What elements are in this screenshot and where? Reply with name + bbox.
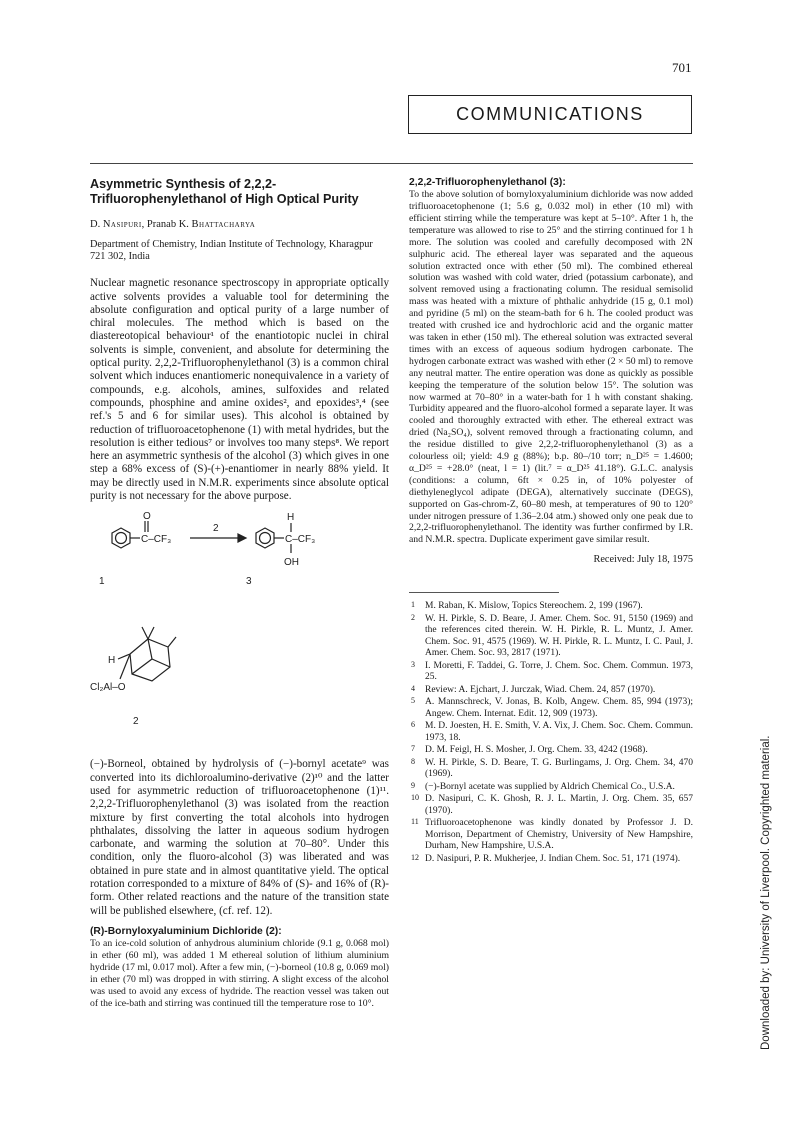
compound-label-3: 3 — [246, 576, 252, 588]
scheme-alcl2: Cl₂Al–O — [90, 682, 126, 694]
reference-number: 7 — [411, 744, 415, 754]
reference-number: 10 — [411, 793, 419, 803]
reference-item — [409, 854, 693, 866]
received-date: Received: July 18, 1975 — [593, 554, 693, 566]
reference-number: 1 — [411, 600, 415, 610]
scheme-hydrogen: H — [287, 512, 295, 524]
scheme-bornyl-h: H — [108, 655, 116, 667]
reference-item — [409, 818, 693, 853]
reference-text: W. H. Pirkle, S. D. Beare, J. Amer. Chem. Soc. 91, 5150 (1969) and the references cited therein. W. H. Pirkle, R. L. Muntz, J. Amer. Chem. Soc. 91, 4575 (1969). W. H. Pirkle, R. L. Muntz, I. C. Paul, J. Amer. Chem. Soc. 93, 2817 (1971). — [425, 613, 693, 659]
reference-text: (−)-Bornyl acetate was supplied by Aldrich Chemical Co., U.S.A. — [425, 781, 675, 792]
reference-number: 4 — [411, 683, 415, 693]
reference-text: D. M. Feigl, H. S. Mosher, J. Org. Chem. 33, 4242 (1968). — [425, 745, 648, 756]
reaction-scheme — [90, 509, 389, 754]
compound-label-2: 2 — [133, 716, 139, 728]
reference-number: 6 — [411, 720, 415, 730]
reference-item — [409, 685, 693, 697]
reference-number: 3 — [411, 659, 415, 669]
scheme-cf3-left: C–CF₃ — [141, 534, 172, 546]
procedure-text-bornyloxyaluminium: To an ice-cold solution of anhydrous aluminium chloride (9.1 g, 0.068 mol) in ether (60 ml), was added 1 M ethereal solution of lithium aluminium hydride (17 ml, 0.017 mol). After a few min, (−)-borneol (10.8 g, 0.069 mol) in ether (70 ml) was dropped in with stirring. A slight excess of the alcohol was used to avoid any excess of hydride. The reaction vessel was taken out of the ice-bath and stirring was continued till the temperature rose to 10°. — [90, 937, 389, 1009]
reaction-scheme-drawing — [90, 509, 389, 754]
aromatic-circle-right — [260, 533, 271, 544]
bornyl-bridge-a — [148, 639, 152, 659]
reference-text: M. Raban, K. Mislow, Topics Stereochem. 2, 199 (1967). — [425, 601, 643, 612]
bornyl-bridge-b — [152, 659, 170, 667]
page-number: 701 — [672, 60, 692, 75]
scheme-oxygen: O — [143, 511, 151, 523]
reference-number: 12 — [411, 852, 419, 862]
author-surname-1: Nasipuri — [102, 219, 142, 230]
reference-number: 11 — [411, 817, 419, 827]
bornyl-methyl-right — [168, 637, 176, 647]
reference-item — [409, 794, 693, 817]
reference-number: 9 — [411, 780, 415, 790]
bornyl-methyl-top-b — [148, 627, 154, 639]
reference-text: M. D. Joesten, H. E. Smith, V. A. Vix, J. Chem. Soc. Chem. Commun. 1973, 18. — [425, 721, 693, 743]
reference-text: I. Moretti, F. Taddei, G. Torre, J. Chem. Soc. Chem. Commun. 1973, 25. — [425, 660, 693, 683]
procedure-heading-bornyloxyaluminium: (R)-Bornyloxyaluminium Dichloride (2): — [90, 925, 282, 937]
right-column — [409, 177, 693, 866]
reference-text: W. H. Pirkle, S. D. Beare, T. G. Burlingams, J. Org. Chem. 34, 470 (1969). — [425, 757, 693, 780]
reference-text: D. Nasipuri, P. R. Mukherjee, J. Indian Chem. Soc. 51, 171 (1974). — [425, 853, 681, 864]
bornyl-methyl-top-a — [142, 627, 148, 639]
bornyl-bridge-c — [132, 659, 152, 674]
reference-text: D. Nasipuri, C. K. Ghosh, R. J. L. Martin, J. Org. Chem. 35, 657 (1970). — [425, 794, 693, 816]
reference-item — [409, 758, 693, 781]
reference-item — [409, 614, 693, 660]
reference-number: 8 — [411, 756, 415, 766]
reference-item — [409, 697, 693, 720]
reference-text: Review: A. Ejchart, J. Jurczak, Wiad. Chem. 24, 857 (1970). — [425, 684, 656, 695]
reference-item — [409, 661, 693, 684]
author-surname-2: Bhattacharya — [191, 219, 256, 230]
reference-item — [409, 601, 693, 613]
references-rule — [409, 592, 559, 593]
affiliation: Department of Chemistry, Indian Institute of Technology, Kharagpur 721 302, India — [90, 239, 373, 263]
aromatic-circle-left — [116, 533, 127, 544]
reaction-arrow-head — [238, 534, 246, 542]
benzene-ring-right — [256, 528, 274, 548]
header-rule — [90, 163, 693, 164]
reference-item — [409, 745, 693, 757]
scheme-cf3-right: C–CF₃ — [285, 534, 316, 546]
borneol-paragraph: (−)-Borneol, obtained by hydrolysis of (−)-bornyl acetate⁹ was converted into its dichloroalumino-derivative (2)¹⁰ and the latter used for asymmetric reduction of trifluoroacetophenone (1)¹¹. 2,2,2-Trifluorophenylethanol (3) was isolated from the reaction mixture by first converting the total alcohols into hydrogen phthalates, dissolving the latter in aqueous sodium hydrogen carbonate, and warming the solution at 70–80°. Under this condition, only the fluoro-alcohol (3) was liberated and was obtained in pure state and in almost quantitative yield. The optical rotation corresponded to a mixture of 84% of (S)- and 16% of (R)-form. Other related reactions and the nature of the transition state will be published elsewhere, (cf. ref. 12). — [90, 758, 389, 917]
reference-text: A. Mannschreck, V. Jonas, B. Kolb, Angew. Chem. 85, 994 (1973); Angew. Chem. Internat. Edit. 12, 909 (1973). — [425, 697, 693, 719]
reference-item — [409, 782, 693, 794]
reference-list — [409, 601, 693, 865]
compound-label-1: 1 — [99, 576, 105, 588]
intro-paragraph: Nuclear magnetic resonance spectroscopy in appropriate optically active solvents provides a valuable tool for determining the absolute configuration and optical purity of a large number of chiral molecules. The method which is based on the diastereotopical behaviour¹ of the enantiotopic nuclei in chiral solvents is simple, convenient, and absolute for determining the optical purity. 2,2,2-Trifluorophenylethanol (3) is a common chiral solvent which induces enantiomeric nonequivalence in a variety of compounds, e.g. alcohols, amines, sulfoxides and related compounds, phosphine and amine oxides², and epoxides³,⁴ (see ref.'s 5 and 6 for similar uses). This alcohol is obtained by reduction of trifluoroacetophenone (1) with metal hydrides, but the resolution is either tedious⁷ or involves too many steps⁸. We report here an asymmetric synthesis of the alcohol (3) which gives in one step a 68% excess of (S)-(+)-enantiomer in nearly 88% yield. It may be directly used in N.M.R. experiments since absolute optical purity is not necessary for the above purpose. — [90, 277, 389, 503]
reference-number: 5 — [411, 696, 415, 706]
left-column — [90, 177, 389, 1009]
reference-text: Trifluoroacetophenone was kindly donated by Professor J. D. Morrison, Department of Chemistry, University of New Hampshire, Durham, New Hampshire, U.S.A. — [425, 818, 693, 852]
authors — [90, 219, 389, 231]
procedure-text-trifluorophenylethanol: To the above solution of bornyloxyaluminium dichloride was now added trifluoroacetophenone (1; 5.6 g, 0.032 mol) in ether (10 ml) with efficient stirring while the temperature was kept at 5–10°. After 1 h, the temperature was allowed to rise to 25° and the stirring continued for 1 h more. The solution was cooled and carefully decomposed with 2N sulphuric acid. The ethereal layer was separated and the aqueous solution extracted once with ether (50 ml). The combined ethereal solution was washed with cold water, dried (potassium carbonate), and solvent removed using a fractionating column. The residual semisolid mass was heated with a mixture of phthalic anhydride (15 g, 0.1 mol) and pyridine (5 ml) on the steam-bath for 6 h. The cooled product was treated with crushed ice and hydrochloric acid and the organic matter was taken in ether (150 ml). The ethereal solution was extracted several times with an excess of aqueous sodium hydrogen carbonate. The hydrogen carbonate extract was washed with ether (2 × 50 ml) to remove any neutral matter. The entire operation was done as quickly as possible keeping the temperature of the solution below 15°. The solution was now warmed at 70–80° in a water-bath for 1 h with constant shaking. Turbidity appeared and the fluoro-alcohol formed a separate layer. It was cooled and thoroughly extracted with ether. The ethereal extract was dried (Na₂SO₄), solvent removed through a fractionating column, and the residue distilled to give 2,2,2-trifluorophenylethanol (3) as a colourless oil; yield: 4.9 g (88%); b.p. 80–/10 torr; n_D²⁵ = 1.4600; α_D²⁵ = +28.0° (neat, l = 1) (lit.⁷ = α_D²⁵ 41.18°). G.L.C. analysis (conditions: a column, 6ft × 0.25 in, of 10% polyester of diethyleneglycol adipate (DEGA), alternatively succinate (DEGS), supported on Gas-chrom-Z, 60–80 mesh, at temperatures of 90 to 120° under nitrogen pressure of 1.36–2.04 atm.) showed only one peak due to 2,2,2-trifluorophenylethanol. The identity was further confirmed by I.R. and N.M.R. spectra. Duplicate experiment gave similar result. — [409, 189, 693, 546]
author-initial: D. — [90, 219, 103, 230]
section-title: COMMUNICATIONS — [456, 104, 644, 124]
reference-number: 2 — [411, 612, 415, 622]
benzene-ring-left — [112, 528, 130, 548]
article-title: Asymmetric Synthesis of 2,2,2-Trifluorophenylethanol of High Optical Purity — [90, 177, 359, 206]
scheme-hydroxyl: OH — [284, 557, 299, 569]
scheme-reagent-number: 2 — [213, 523, 219, 535]
download-notice: Downloaded by: University of Liverpool. Copyrighted material. — [760, 735, 772, 1050]
reference-item — [409, 721, 693, 744]
procedure-heading-trifluorophenylethanol: 2,2,2-Trifluorophenylethanol (3): — [409, 177, 566, 188]
author-separator: , Pranab K. — [141, 219, 192, 230]
section-header-box — [408, 95, 692, 134]
